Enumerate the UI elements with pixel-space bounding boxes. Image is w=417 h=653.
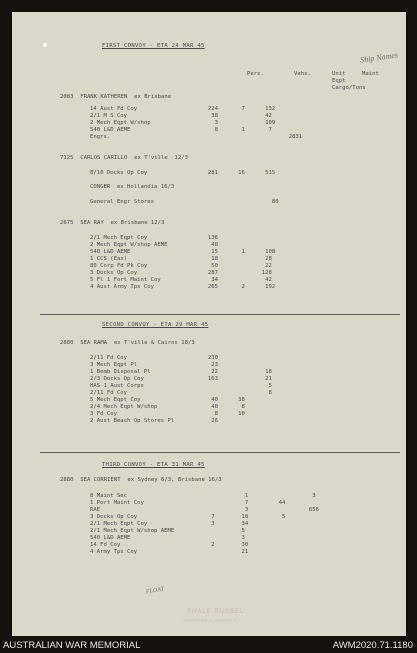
unit-line: 2/11 Fd Coy 230 [90, 355, 218, 361]
punch-hole [43, 43, 47, 47]
unit-line: 2/1 Mech Eqpt W/shop AEME 5 [90, 528, 245, 534]
unit-line: 540 L&D AEME 8 1 7 [90, 127, 272, 133]
unit-line: 2/1 Mech Eqpt Coy 136 [90, 235, 218, 241]
document-page [12, 12, 406, 636]
handwritten-note: Ship Names [359, 50, 399, 65]
unit-line: 3 Docks Op Coy 7 18 5 [90, 514, 286, 520]
footer-accession-number: AWM2020.71.1180 [332, 640, 413, 651]
faded-stamp-sub: FURNITURE & CHATTELS [182, 618, 237, 623]
unit-line: 1 Port Maint Coy 7 44 [90, 500, 286, 506]
unit-line: 3 Mech Eqpt Pl 23 [90, 362, 218, 368]
unit-line: 2/1 Mech Eqpt Coy 3 34 [90, 521, 249, 527]
col-vehs: Vehs. [294, 71, 311, 77]
unit-line: 540 L&D AEME 15 1 108 [90, 249, 276, 255]
footer-bar [0, 636, 417, 653]
unit-line: 80 Corp Fd Pk Coy 50 22 [90, 263, 272, 269]
unit-line: 14 Fd Coy 2 30 [90, 542, 249, 548]
ship-line: 2880 SEA RAMA ex T'ville & Cairns 18/3 [60, 340, 195, 346]
ship-line: 2675 SEA RAY ex Brisbane 12/3 [60, 220, 165, 226]
unit-line: 1 Bomb Disposal Pl 22 18 [90, 369, 272, 375]
unit-line: 2/1 M S Coy 38 42 [90, 113, 272, 119]
ship-line: 2880 SEA CORRIENT ex Sydney 6/3, Brisbane 16/3 [60, 477, 222, 483]
unit-line: 1 CCS (Eas) 18 28 [90, 256, 272, 262]
ship-line: 2083 FRANK KATHEREN ex Brisbane [60, 94, 172, 100]
faded-stamp: SHALE RUSSEL [187, 609, 245, 615]
col-pers: Pers. [247, 71, 264, 77]
unit-line: 2/3 Docks Op Coy 163 21 [90, 376, 272, 382]
unit-line: 14 Aust Fd Coy 224 7 132 [90, 106, 276, 112]
unit-line: General Engr Stores 80 [90, 199, 279, 205]
unit-line: 2/11 Fd Coy 8 [90, 390, 272, 396]
unit-line: 2 Aust Beach Op Stores Pl 26 [90, 418, 218, 424]
section-divider [40, 452, 400, 453]
pencil-note: FLOAT [145, 586, 165, 596]
third-convoy-title: THIRD CONVOY - ETA 31 MAR 45 [102, 462, 205, 468]
second-convoy-title: SECOND CONVOY - ETA 29 MAR 45 [102, 322, 209, 328]
footer-institution: AUSTRALIAN WAR MEMORIAL [3, 640, 141, 651]
unit-line: 2/4 Mech Eqpt W/shop 40 8 [90, 404, 245, 410]
unit-line: 8 Maint Sec 1 3 [90, 493, 316, 499]
unit-line: 8/10 Docks Op Coy 281 16 515 [90, 170, 276, 176]
unit-line: 4 Aust Army Tps Coy 265 2 192 [90, 284, 276, 290]
section-divider [40, 314, 400, 315]
unit-line: 5 Fl 1 Fort Maint Coy 34 42 [90, 277, 272, 283]
unit-line: RAE 3 656 [90, 507, 320, 513]
col-unit: Unit [332, 71, 346, 77]
unit-line: 2 Mech Eqpt W/shop AEME 48 [90, 242, 218, 248]
col-maint: Maint [362, 71, 379, 77]
ship-line: CONGER ex Hollandia 16/3 [90, 184, 175, 190]
unit-line: 5 Mech Eqpt Coy 40 38 [90, 397, 245, 403]
unit-line: HAS 1 Aust Corps 5 [90, 383, 272, 389]
unit-line: 3 Fd Coy 8 10 [90, 411, 245, 417]
col-cargo: Cargo/Tons [332, 85, 366, 91]
unit-line: 3 Docks Op Coy 287 128 [90, 270, 272, 276]
unit-line: 2 Mech Eqpt W/shop 3 109 [90, 120, 276, 126]
unit-line: 540 L&D AEME 3 [90, 535, 245, 541]
first-convoy-title: FIRST CONVOY - ETA 24 MAR 45 [102, 43, 205, 49]
unit-line: Engrs. 2831 [90, 134, 303, 140]
unit-line: 4 Army Tps Coy 21 [90, 549, 249, 555]
col-eqpt: Eqpt [332, 78, 346, 84]
ship-line: 7125 CARLOS CARILLO ex T'ville 12/3 [60, 155, 188, 161]
